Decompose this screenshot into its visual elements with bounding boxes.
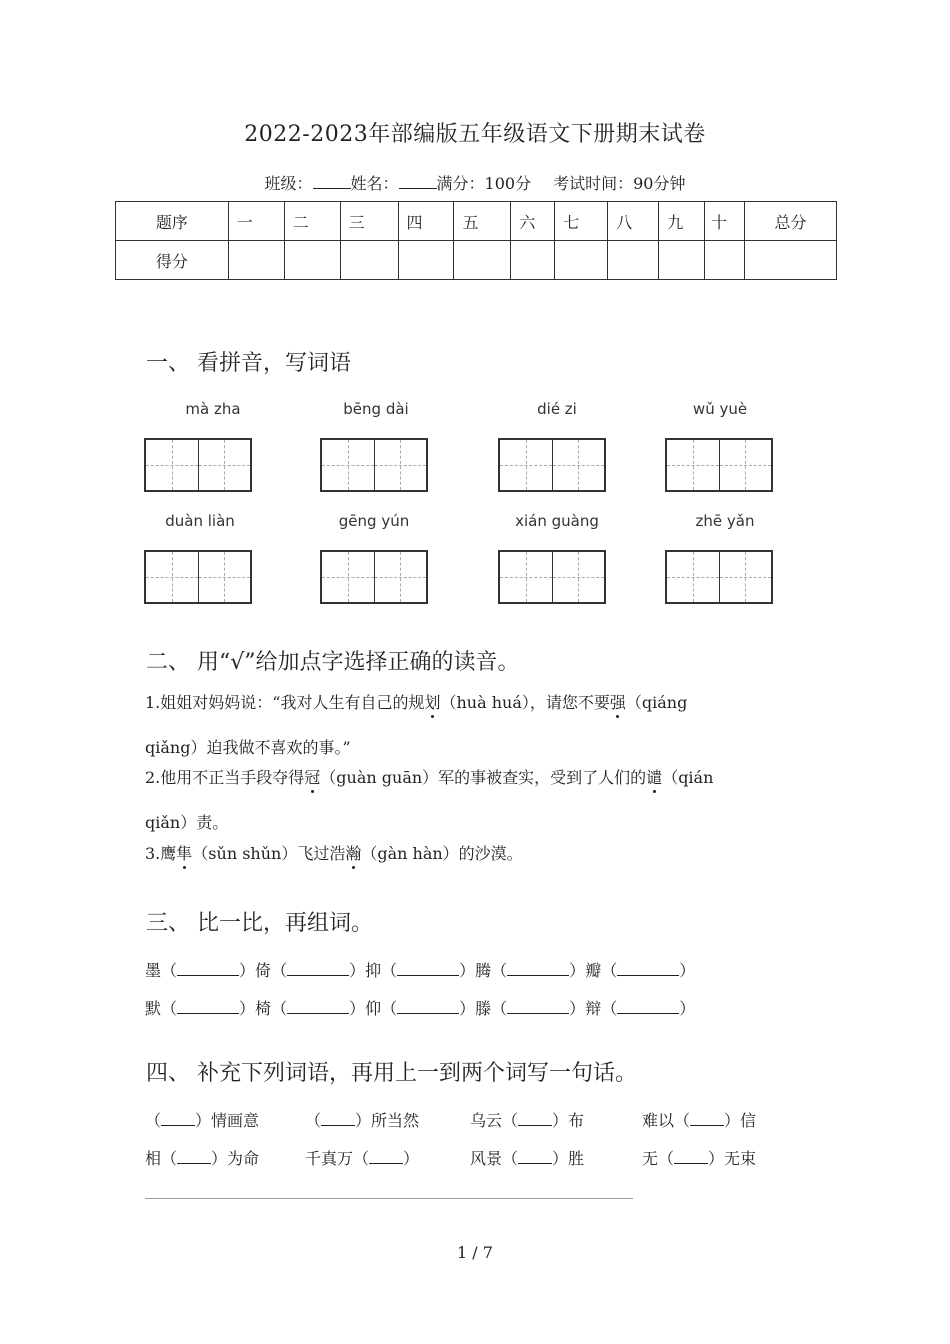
text: （ (145, 1111, 162, 1130)
section4-title: 四、 补充下列词语，再用上一到两个词写一句话。 (146, 1061, 637, 1086)
answer-blank[interactable] (617, 1001, 679, 1014)
text: ）情画意 (195, 1111, 260, 1130)
writing-grid[interactable] (665, 550, 773, 604)
char: 仰 (365, 999, 382, 1018)
answer-blank[interactable] (397, 1001, 459, 1014)
idiom-item (145, 1108, 259, 1131)
question-2-line-1 (145, 765, 713, 788)
table-cell: 九 (659, 202, 705, 241)
table-cell: 五 (454, 202, 511, 241)
char: 椅 (255, 999, 272, 1018)
score-table (115, 201, 837, 280)
page-number: 1 / 7 (457, 1243, 493, 1262)
answer-blank[interactable] (674, 1151, 708, 1164)
name-blank[interactable] (399, 176, 437, 189)
dotted-char: 强 (609, 693, 626, 712)
table-cell: 得分 (116, 241, 229, 280)
dotted-char: 划 (424, 693, 441, 712)
table-cell: 四 (398, 202, 454, 241)
answer-blank[interactable] (518, 1151, 552, 1164)
question-2-line-2: qiǎn）责。 (145, 813, 229, 832)
text: （huà huá），请您不要 (440, 693, 610, 712)
text: 千真万（ (305, 1149, 370, 1168)
table-cell: 题序 (116, 202, 229, 241)
score-cell[interactable] (745, 241, 837, 280)
dotted-char: 谴 (646, 768, 663, 787)
char: 默 (145, 999, 162, 1018)
writing-grid[interactable] (320, 438, 428, 492)
idiom-item (470, 1146, 584, 1169)
score-cell[interactable] (659, 241, 705, 280)
answer-blank[interactable] (507, 963, 569, 976)
question-3-line (145, 841, 523, 864)
char: 腾 (475, 961, 492, 980)
pinyin-label: dié zi (537, 400, 577, 418)
answer-blank[interactable] (369, 1151, 403, 1164)
char: 瓣 (585, 961, 602, 980)
idiom-item (470, 1108, 584, 1131)
text: ）无束 (708, 1149, 757, 1168)
text: 难以（ (642, 1111, 691, 1130)
writing-grid[interactable] (144, 438, 252, 492)
score-cell[interactable] (228, 241, 284, 280)
idiom-item (642, 1108, 756, 1131)
writing-grid[interactable] (498, 438, 606, 492)
text: 3.鹰 (145, 844, 177, 863)
answer-blank[interactable] (287, 963, 349, 976)
table-cell: 八 (608, 202, 659, 241)
dotted-char: 隼 (176, 844, 193, 863)
writing-grid[interactable] (320, 550, 428, 604)
answer-blank[interactable] (177, 1001, 239, 1014)
text: 无（ (642, 1149, 675, 1168)
writing-grid[interactable] (665, 438, 773, 492)
text: 2.他用不正当手段夺得 (145, 768, 305, 787)
text: 相（ (145, 1149, 178, 1168)
score-cell[interactable] (284, 241, 340, 280)
text: （qiáng (625, 693, 688, 712)
text: ）胜 (552, 1149, 585, 1168)
table-cell: 十 (705, 202, 745, 241)
score-cell[interactable] (454, 241, 511, 280)
char: 辩 (585, 999, 602, 1018)
full-score: 满分：100分 (436, 174, 532, 193)
question-1-line-2: qiǎng）迫我做不喜欢的事。” (145, 738, 351, 757)
score-cell[interactable] (398, 241, 454, 280)
answer-blank[interactable] (321, 1113, 355, 1126)
answer-blank[interactable] (518, 1113, 552, 1126)
pinyin-label: wǔ yuè (692, 400, 748, 418)
pinyin-label: mà zha (185, 400, 241, 418)
text: （sǔn shǔn）飞过浩 (192, 844, 346, 863)
table-cell: 总分 (745, 202, 837, 241)
answer-blank[interactable] (507, 1001, 569, 1014)
score-cell[interactable] (511, 241, 555, 280)
score-cell[interactable] (705, 241, 745, 280)
text: ）布 (552, 1111, 585, 1130)
writing-grid[interactable] (498, 550, 606, 604)
page-title: 2022-2023年部编版五年级语文下册期末试卷 (244, 122, 706, 147)
class-label: 班级： (264, 174, 313, 193)
text: 1.姐姐对妈妈说：“我对人生有自己的规 (145, 693, 425, 712)
text: （ (305, 1111, 322, 1130)
score-cell[interactable] (340, 241, 398, 280)
idiom-item (305, 1146, 419, 1169)
text: （guàn guān）军的事被查实，受到了人们的 (320, 768, 647, 787)
answer-blank[interactable] (690, 1113, 724, 1126)
char: 墨 (145, 961, 162, 980)
exam-time: 考试时间：90分钟 (553, 174, 686, 193)
text: 风景（ (470, 1149, 519, 1168)
table-cell: 六 (511, 202, 555, 241)
compare-row-1: 墨（ ）倚（ ）抑（ ）腾（ ）瓣（ ） (145, 958, 695, 981)
answer-blank[interactable] (617, 963, 679, 976)
idiom-item (642, 1146, 756, 1169)
question-1-line-1 (145, 690, 687, 713)
answer-blank[interactable] (287, 1001, 349, 1014)
table-cell: 三 (340, 202, 398, 241)
answer-blank[interactable] (397, 963, 459, 976)
text: （gàn hàn）的沙漠。 (361, 844, 523, 863)
score-cell[interactable] (555, 241, 608, 280)
idiom-item (305, 1108, 419, 1131)
compare-row-2: 默（ ）椅（ ）仰（ ）滕（ ）辩（ ） (145, 996, 695, 1019)
section2-title: 二、 用“√”给加点字选择正确的读音。 (146, 650, 520, 675)
pinyin-label: xián guàng (515, 512, 599, 530)
exam-info (0, 171, 950, 194)
answer-blank[interactable] (161, 1113, 195, 1126)
text: ） (403, 1149, 420, 1168)
answer-blank[interactable] (177, 963, 239, 976)
section1-title: 一、 看拼音，写词语 (146, 351, 351, 376)
text: ）信 (724, 1111, 757, 1130)
text: （qián (662, 768, 714, 787)
idiom-item (145, 1146, 259, 1169)
table-cell: 七 (555, 202, 608, 241)
char: 滕 (475, 999, 492, 1018)
pinyin-label: gēng yún (338, 512, 410, 530)
score-table-header-row (116, 202, 837, 241)
pinyin-label: zhē yǎn (695, 512, 755, 530)
table-cell: 一 (228, 202, 284, 241)
answer-blank[interactable] (177, 1151, 211, 1164)
dotted-char: 冠 (304, 768, 321, 787)
name-label: 姓名： (350, 174, 399, 193)
pinyin-label: duàn liàn (165, 512, 235, 530)
writing-grid[interactable] (144, 550, 252, 604)
char: 倚 (255, 961, 272, 980)
writing-line[interactable] (145, 1198, 633, 1199)
char: 抑 (365, 961, 382, 980)
text: 乌云（ (470, 1111, 519, 1130)
text: ）为命 (211, 1149, 260, 1168)
pinyin-label: bēng dài (343, 400, 409, 418)
text: ）所当然 (355, 1111, 420, 1130)
dotted-char: 瀚 (345, 844, 362, 863)
score-table-score-row (116, 241, 837, 280)
class-blank[interactable] (313, 176, 351, 189)
score-cell[interactable] (608, 241, 659, 280)
section3-title: 三、 比一比，再组词。 (146, 911, 373, 936)
table-cell: 二 (284, 202, 340, 241)
